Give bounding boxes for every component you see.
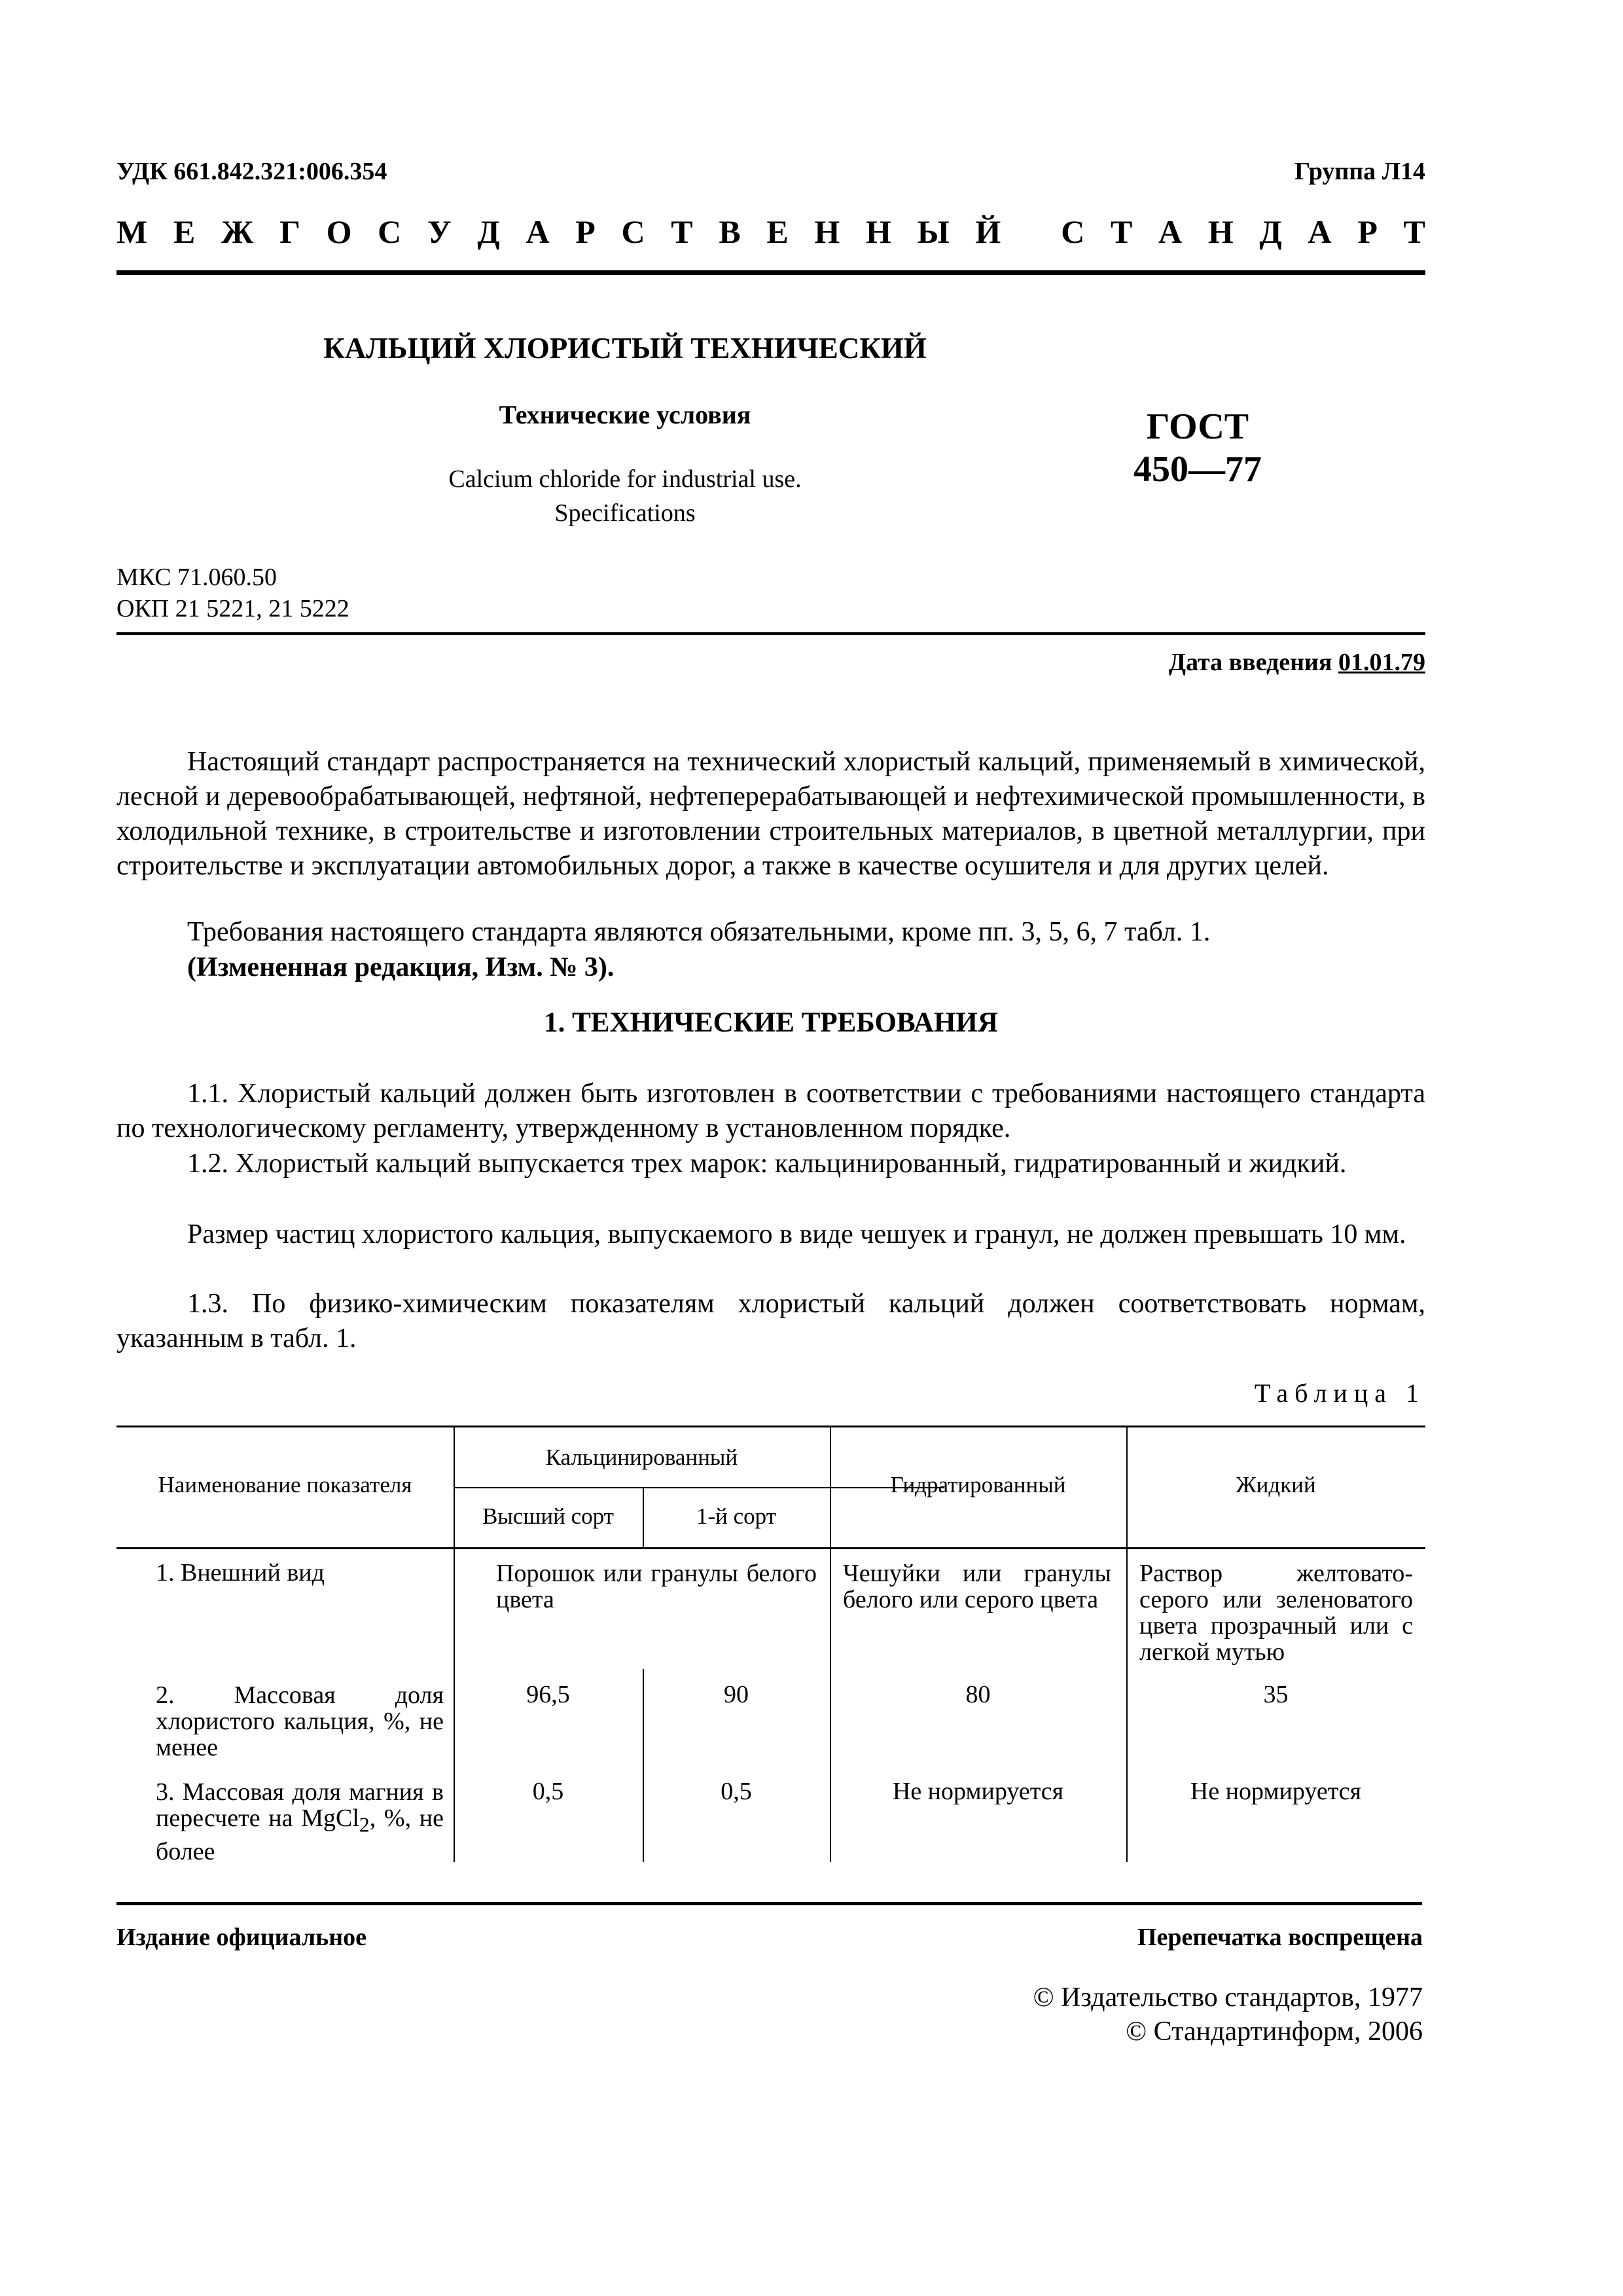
row3-name-part2: , %, не более xyxy=(156,1804,444,1865)
copyright-1977: © Издательство стандартов, 1977 xyxy=(1033,1982,1423,2013)
paragraph-1-3 xyxy=(116,1287,1425,1356)
paragraph-1-1 xyxy=(116,1077,1425,1146)
gost-number: 450—77 xyxy=(1133,449,1262,490)
paragraph-requirements-text: Требования настоящего стандарта являются обязательными, кроме пп. 3, 5, 6, 7 табл. 1. xyxy=(187,917,1211,947)
spec-table xyxy=(116,1426,1425,1864)
banner-letter: Н xyxy=(1207,213,1234,250)
row1-liquid: Раствор желтовато-серого или зеленоватого цвета прозрачный или с легкой мутью xyxy=(1139,1560,1413,1666)
english-title-line2: Specifications xyxy=(554,499,696,527)
table-header-rule xyxy=(116,1547,1425,1549)
banner-letter: Т xyxy=(1403,213,1425,250)
banner-letter: Й xyxy=(975,213,1001,250)
row1-calcined: Порошок или гранулы белого цвета xyxy=(496,1560,817,1613)
banner-letter: С xyxy=(1061,213,1085,250)
table-vline xyxy=(454,1426,455,1547)
paragraph-1-3-text: 1.3. По физико-химическим показателям хлористый кальций должен соответствовать нормам, указанным в табл. 1. xyxy=(116,1289,1425,1354)
banner-letter: Р xyxy=(575,213,596,250)
row3-name-part1: 3. Массовая доля магния в пересчете на MgCl xyxy=(156,1778,444,1832)
header-first-grade: 1-й сорт xyxy=(696,1503,776,1529)
okp-code: ОКП 21 5221, 21 5222 xyxy=(116,595,349,622)
banner-letter: С xyxy=(621,213,645,250)
banner-letter: Н xyxy=(814,213,840,250)
banner-letter: Е xyxy=(766,213,789,250)
copyright-2006: © Стандартинформ, 2006 xyxy=(1126,2017,1423,2047)
banner-letter: Ы xyxy=(917,213,950,250)
banner-letter: В xyxy=(719,213,741,250)
banner-letter: Н xyxy=(866,213,891,250)
header-rule xyxy=(116,270,1425,275)
document-title: КАЛЬЦИЙ ХЛОРИСТЫЙ ТЕХНИЧЕСКИЙ xyxy=(323,332,927,365)
codes-rule xyxy=(116,632,1425,635)
header-calcined: Кальцинированный xyxy=(545,1444,738,1470)
gost-label: ГОСТ xyxy=(1146,406,1249,447)
official-edition: Издание официальное xyxy=(116,1924,367,1951)
banner-letter: Д xyxy=(477,213,500,250)
row2-top: 96,5 xyxy=(526,1681,570,1708)
paragraph-1-2 xyxy=(116,1147,1425,1181)
row3-liquid: Не нормируется xyxy=(1190,1778,1362,1805)
banner-letter: Т xyxy=(671,213,693,250)
document-subtitle: Технические условия xyxy=(499,400,751,429)
row2-hydrated: 80 xyxy=(965,1681,991,1708)
banner-letter: У xyxy=(427,213,452,250)
intro-date-label: Дата введения xyxy=(1168,649,1338,676)
paragraph-amendment-text: (Измененная редакция, Изм. № 3). xyxy=(187,952,615,982)
row2-liquid: 35 xyxy=(1263,1681,1289,1708)
intro-date xyxy=(1169,648,1425,677)
row2-name: 2. Массовая доля хлористого кальция, %, не менее xyxy=(156,1681,444,1761)
banner-letter: А xyxy=(526,213,550,250)
banner-letter: Р xyxy=(1357,213,1378,250)
header-hydrated: Гидратированный xyxy=(890,1472,1066,1498)
banner-letter: Ж xyxy=(221,213,254,250)
group-code: Группа Л14 xyxy=(1294,158,1425,185)
row1-name: 1. Внешний вид xyxy=(156,1559,325,1587)
banner-letter: А xyxy=(1308,213,1332,250)
table-label: Таблица 1 xyxy=(1254,1378,1425,1408)
header-liquid: Жидкий xyxy=(1236,1472,1316,1498)
intro-date-value: 01.01.79 xyxy=(1338,649,1425,676)
reprint-prohibited: Перепечатка воспрещена xyxy=(1137,1924,1423,1951)
interstate-standard-banner xyxy=(116,213,1425,251)
table-top-rule xyxy=(116,1426,1425,1427)
banner-letter: М xyxy=(116,213,148,250)
mks-code: МКС 71.060.50 xyxy=(116,564,277,591)
paragraph-particle-size xyxy=(116,1217,1425,1252)
banner-letter: О xyxy=(326,213,352,250)
header-indicator: Наименование показателя xyxy=(158,1472,412,1498)
banner-letter: Е xyxy=(173,213,196,250)
paragraph-1-2-text: 1.2. Хлористый кальций выпускается трех марок: кальцинированный, гидратированный и жидкий. xyxy=(187,1149,1347,1179)
row3-hydrated: Не нормируется xyxy=(892,1778,1064,1805)
paragraph-1-1-text: 1.1. Хлористый кальций должен быть изготовлен в соответствии с требованиями настоящего стандарта по технологическому регламенту, утвержденному в установленном порядке. xyxy=(116,1079,1425,1143)
footer-rule xyxy=(116,1902,1422,1905)
paragraph-scope-text: Настоящий стандарт распространяется на технический хлористый кальций, применяемый в химической, лесной и деревообрабатывающей, нефтяной, нефтеперерабатывающей и нефтехимической промышленности, в холодильной технике, в строительстве и изготовлении строительных материалов, в цветной металлургии, при строительстве и эксплуатации автомобильных дорог, а также в качестве осушителя и для других целей. xyxy=(116,747,1425,881)
paragraph-requirements xyxy=(116,915,1425,950)
banner-letter: А xyxy=(1158,213,1183,250)
row1-hydrated: Чешуйки или гранулы белого или серого цвета xyxy=(843,1560,1111,1613)
row3-first: 0,5 xyxy=(721,1778,752,1805)
row3-name xyxy=(156,1779,444,1865)
header-top-grade: Высший сорт xyxy=(482,1503,614,1529)
banner-letter: Г xyxy=(279,213,300,250)
paragraph-amendment xyxy=(116,950,1425,985)
row3-top: 0,5 xyxy=(532,1778,564,1805)
paragraph-particle-size-text: Размер частиц хлористого кальция, выпускаемого в виде чешуек и гранул, не должен превышать 10 мм. xyxy=(187,1219,1406,1249)
section-heading: 1. ТЕХНИЧЕСКИЕ ТРЕБОВАНИЯ xyxy=(544,1007,998,1038)
udk-code: УДК 661.842.321:006.354 xyxy=(116,158,387,185)
paragraph-scope xyxy=(116,745,1425,884)
english-title-line1: Calcium chloride for industrial use. xyxy=(448,465,802,493)
row3-name-sub: 2 xyxy=(359,1813,370,1837)
banner-letter: С xyxy=(378,213,402,250)
banner-letter: Д xyxy=(1259,213,1282,250)
banner-letter: Т xyxy=(1110,213,1133,250)
row2-first: 90 xyxy=(724,1681,749,1708)
banner-letter xyxy=(1027,213,1035,251)
